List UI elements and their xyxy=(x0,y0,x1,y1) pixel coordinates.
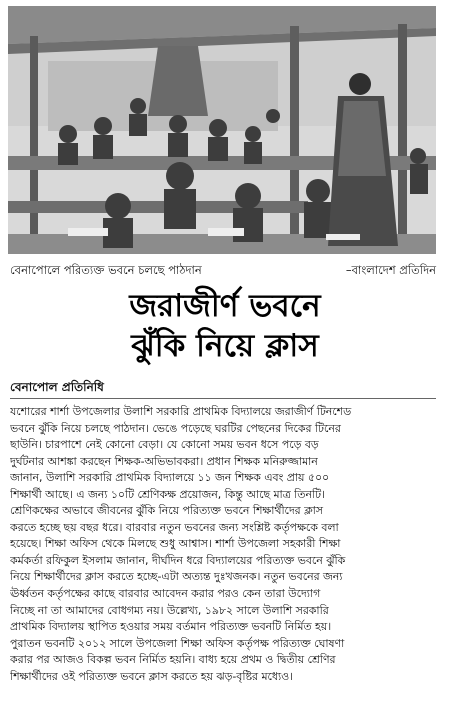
body-line: শিক্ষার্থী আছে। এ জন্য ১০টি শ্রেণিকক্ষ প্রয়োজন, কিন্তু আছে মাত্র তিনটি। xyxy=(10,487,325,501)
headline-line-1: জরাজীর্ণ ভবনে xyxy=(129,288,321,324)
body-line: শ্রেণিকক্ষের অভাবে জীবনের ঝুঁকি নিয়ে পরিত্যক্ত ভবনে শিক্ষার্থীদের ক্লাস xyxy=(10,504,323,518)
classroom-photo-icon xyxy=(8,6,436,254)
body-line: ভবনে ঝুঁকি নিয়ে চলছে পাঠদান। ভেঙে পড়েছে ঘরটির পেছনের দিকের টিনের xyxy=(10,421,341,435)
body-line: ছাউনি। চারপাশে নেই কোনো বেড়া। যে কোনো সময় ভবন ধসে পড়ে বড় xyxy=(10,438,319,452)
body-line: শিক্ষার্থীদের ওই পরিত্যক্ত ভবনে ক্লাস করতে হয় ঝড়-বৃষ্টির মধ্যেও। xyxy=(10,669,294,683)
headline xyxy=(0,286,450,366)
body-line: করতে হচ্ছে ছয় বছর ধরে। বারবার নতুন ভবনের জন্য সংশ্লিষ্ট কর্তৃপক্ষকে বলা xyxy=(10,520,339,534)
body-line: পুরাতন ভবনটি ২০১২ সালে উপজেলা শিক্ষা অফিস কর্তৃপক্ষ পরিত্যক্ত ঘোষণা xyxy=(10,636,345,650)
caption-credit: –বাংলাদেশ প্রতিদিন xyxy=(345,263,436,277)
headline-line-2: ঝুঁকি নিয়ে ক্লাস xyxy=(131,328,319,364)
byline: বেনাপোল প্রতিনিধি xyxy=(10,380,104,394)
body-line: হয়েছে। শিক্ষা অফিস থেকে মিলছে শুধু আশ্বাস। শার্শা উপজেলা সহকারী শিক্ষা xyxy=(10,537,341,551)
divider xyxy=(10,398,436,399)
body-line: করার পর আজও বিকল্প ভবন নির্মিত হয়নি। বাধ্য হয়ে প্রথম ও দ্বিতীয় শ্রেণির xyxy=(10,653,336,667)
caption-text: বেনাপোলে পরিত্যক্ত ভবনে চলছে পাঠদান xyxy=(10,263,202,277)
body-line: নিচ্ছে না তা আমাদের বোধগম্য নয়। উল্লেখ্য, ১৯৮২ সালে উলাশি সরকারি xyxy=(10,603,329,617)
news-photo xyxy=(8,6,436,254)
body-line: ঊর্ধ্বতন কর্তৃপক্ষের কাছে বারবার আবেদন করার পরও কেন তারা উদ্যোগ xyxy=(10,587,321,601)
body-line: জানান, উলাশি সরকারি প্রাথমিক বিদ্যালয়ে ১১ জন শিক্ষক এবং প্রায় ৫০০ xyxy=(10,471,330,485)
body-line: দুর্ঘটনার আশঙ্কা করছেন শিক্ষক-অভিভাবকরা। প্রধান শিক্ষক মনিরুজ্জামান xyxy=(10,454,318,468)
body-line: কর্মকর্তা রফিকুল ইসলাম জানান, দীর্ঘদিন ধরে বিদ্যালয়ের পরিত্যক্ত ভবনে ঝুঁকি xyxy=(10,553,346,567)
body-line: প্রাথমিক বিদ্যালয় স্থাপিত হওয়ার সময় বর্তমান পরিত্যক্ত ভবনটি নির্মিত হয়। xyxy=(10,620,332,634)
photo-caption xyxy=(10,262,436,280)
article-body xyxy=(10,404,436,685)
body-line: যশোরের শার্শা উপজেলার উলাশি সরকারি প্রাথমিক বিদ্যালয়ে জরাজীর্ণ টিনশেড xyxy=(10,405,352,418)
body-line: নিয়ে শিক্ষার্থীদের ক্লাস করতে হচ্ছে-এটা অত্যন্ত দুঃখজনক। নতুন ভবনের জন্য xyxy=(10,570,343,584)
